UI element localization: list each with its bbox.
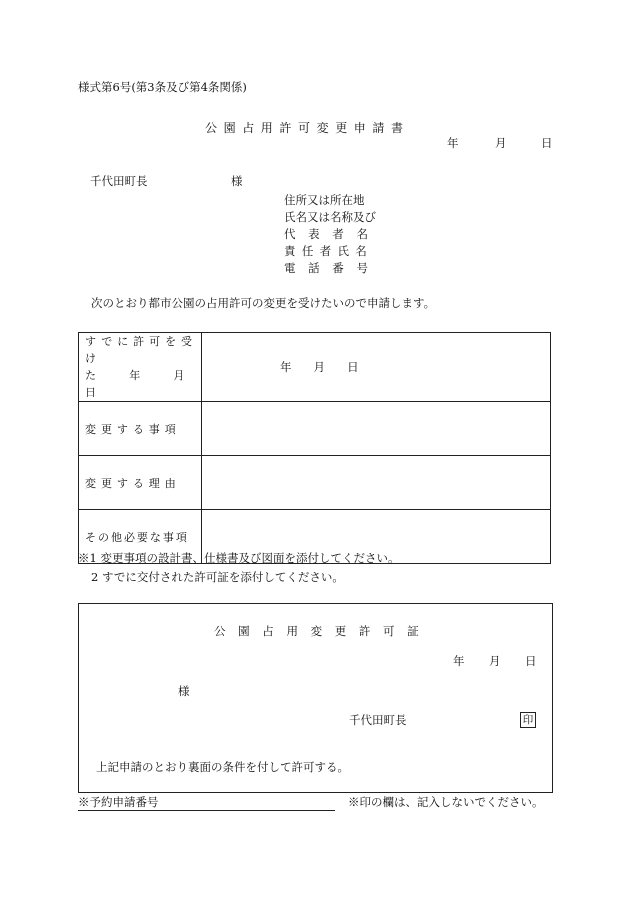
applicant-field-phone: 電話番号 — [284, 261, 381, 275]
permit-recipient-suffix: 様 — [178, 684, 190, 698]
permit-date-month: 月 — [489, 654, 501, 668]
table-row — [79, 333, 551, 402]
applicant-field-responsible: 責任者氏名 — [284, 244, 374, 258]
table-value-permitted-date[interactable] — [202, 333, 551, 402]
table-row — [79, 402, 551, 456]
table-label-permitted-date — [79, 333, 202, 402]
reservation-number-line[interactable] — [78, 810, 335, 811]
permitted-date-text: 年 月 日 — [280, 360, 359, 374]
permit-statement: 上記申請のとおり裏面の条件を付して許可する。 — [96, 760, 349, 774]
permit-date-day: 日 — [525, 654, 537, 668]
addressee-suffix: 様 — [231, 174, 243, 188]
table-label-other-items: その他必要な事項 — [79, 510, 202, 564]
table-value-change-reason[interactable] — [202, 456, 551, 510]
permit-date-year: 年 — [453, 654, 465, 668]
permit-title: 公園占用変更許可証 — [214, 624, 432, 638]
applicant-field-name: 氏名又は名称及び — [284, 210, 376, 224]
table-row — [79, 456, 551, 510]
footer-instruction: ※印の欄は、記入しないでください。 — [348, 795, 544, 809]
form-number: 様式第6号(第3条及び第4条関係) — [78, 80, 247, 94]
table-label-line1: すでに許可を受け — [85, 335, 197, 365]
table-label-change-reason: 変更する理由 — [79, 456, 202, 510]
permit-issuer: 千代田町長 — [349, 713, 407, 727]
note-1: ※1 変更事項の設計書、仕様書及び図面を添付してください。 — [78, 551, 400, 565]
applicant-field-representative: 代表者名 — [284, 227, 381, 241]
addressee: 千代田町長 — [90, 174, 148, 188]
application-table — [78, 332, 551, 564]
application-title: 公園占用許可変更申請書 — [205, 121, 410, 135]
seal-mark: 印 — [520, 712, 536, 728]
application-date-month: 月 — [495, 136, 507, 150]
table-label-line2: た 年 月 日 — [85, 369, 200, 399]
table-label-change-item: 変更する事項 — [79, 402, 202, 456]
table-value-change-item[interactable] — [202, 402, 551, 456]
applicant-field-address: 住所又は所在地 — [284, 193, 365, 207]
application-date-day: 日 — [541, 136, 553, 150]
application-date-year: 年 — [447, 136, 459, 150]
application-statement: 次のとおり都市公園の占用許可の変更を受けたいので申請します。 — [91, 296, 436, 310]
note-2: 2 すでに交付された許可証を添付してください。 — [91, 570, 344, 584]
reservation-number-label: ※予約申請番号 — [78, 795, 159, 809]
